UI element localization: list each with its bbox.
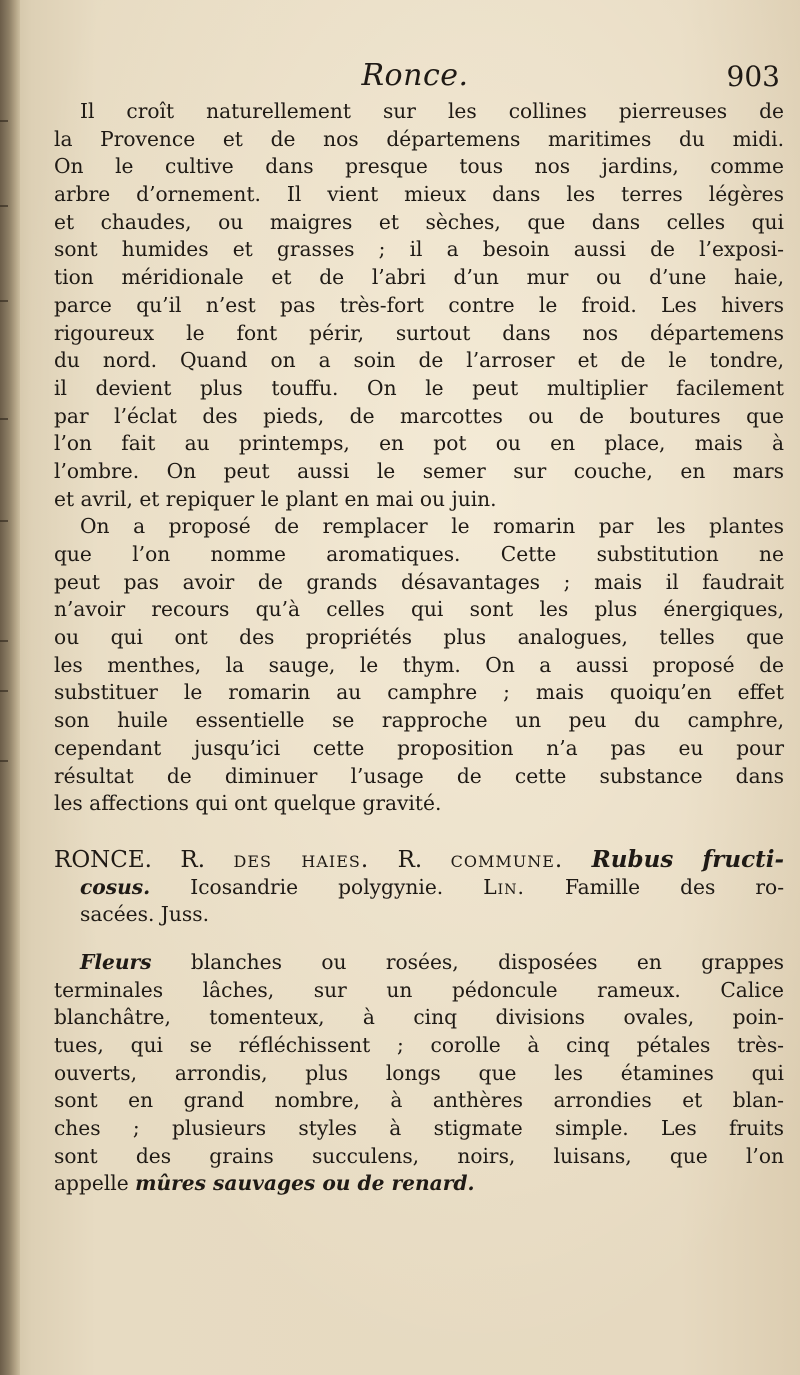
text-line: rigoureux le font périr, surtout dans nos départemens [54, 320, 784, 345]
text-line: ches ; plusieurs styles à stigmate simple. Les fruits [54, 1116, 784, 1141]
text-line: sont humides et grasses ; il a besoin aussi de l’exposi- [54, 237, 784, 262]
text-line: tues, qui se réfléchissent ; corolle à cinq pétales très- [54, 1033, 784, 1057]
text-line: arbre d’ornement. Il vient mieux dans les terres légères [54, 182, 784, 207]
spine-mark [0, 760, 8, 762]
entry-title-line [54, 846, 784, 874]
text-line: n’avoir recours qu’à celles qui sont les plus énergiques, [54, 597, 784, 622]
text-line [54, 1170, 784, 1198]
spine-mark [0, 418, 8, 420]
entry-author: Lin. [483, 874, 525, 899]
text-line: résultat de diminuer l’usage de cette substance dans [54, 763, 784, 788]
text-line: parce qu’il n’est pas très-fort contre le froid. Les hivers [54, 292, 784, 317]
book-spine [0, 0, 20, 1375]
text-line: et chaudes, ou maigres et sèches, que dans celles qui [54, 209, 784, 234]
entry-name: RONCE. [54, 846, 152, 873]
paragraph-rosemary-culture [54, 98, 784, 513]
text-line: sont des grains succulens, noirs, luisans, que l’on [54, 1143, 784, 1168]
text-line: blanchâtre, tomenteux, à cinq divisions ovales, poin- [54, 1005, 784, 1030]
spine-mark [0, 120, 8, 122]
description-text: appelle [54, 1171, 129, 1196]
spine-mark [0, 640, 8, 642]
text-line: Il croît naturellement sur les collines pierreuses de [80, 99, 784, 123]
text-line: les menthes, la sauge, le thym. On a aussi proposé de [54, 652, 784, 677]
spine-mark [0, 300, 8, 302]
entry-heading [54, 846, 784, 929]
spine-mark [0, 690, 8, 692]
entry-classification: Icosandrie polygynie. [190, 874, 444, 899]
text-line: sacées. Juss. [80, 902, 210, 927]
text-line: ou qui ont des propriétés plus analogues, telles que [54, 625, 784, 650]
entry-abbrev: R. [397, 846, 423, 873]
entry-common-name: commune. [450, 846, 564, 873]
paragraph-description [54, 949, 784, 1198]
text-line: substituer le romarin au camphre ; mais quoiqu’en effet [54, 680, 784, 705]
paragraph-substitution [54, 513, 784, 818]
text-line [54, 949, 784, 977]
text-line: il devient plus touffu. On le peut multiplier facilement [54, 375, 784, 400]
spine-mark [0, 520, 8, 522]
text-line [54, 874, 784, 902]
text-line: peut pas avoir de grands désavantages ; mais il faudrait [54, 569, 784, 594]
entry-common-name: des haies. [233, 846, 370, 873]
entry-latin-name: cosus. [80, 874, 151, 899]
page-body [54, 98, 784, 1198]
text-line: cependant jusqu’ici cette proposition n’a pas eu pour [54, 735, 784, 760]
running-title: Ronce. [361, 58, 469, 93]
entry-latin-name: Rubus fructi- [591, 845, 785, 873]
text-line: sont en grand nombre, à anthères arrondies et blan- [54, 1088, 784, 1113]
section-gap [54, 818, 784, 846]
text-line: On le cultive dans presque tous nos jardins, comme [54, 154, 784, 179]
text-line: et avril, et repiquer le plant en mai ou juin. [54, 486, 497, 511]
entry-abbrev: R. [180, 846, 206, 873]
description-text: blanches ou rosées, disposées en grappes [190, 949, 784, 974]
text-line: tion méridionale et de l’abri d’un mur ou d’une haie, [54, 265, 784, 290]
spine-mark [0, 205, 8, 207]
text-line: son huile essentielle se rapproche un peu du camphre, [54, 708, 784, 733]
entry-family: Famille des ro- [564, 874, 785, 899]
text-line: l’ombre. On peut aussi le semer sur couche, en mars [54, 458, 784, 483]
text-line: que l’on nomme aromatiques. Cette substitution ne [54, 542, 784, 566]
text-line: par l’éclat des pieds, de marcottes ou de boutures que [54, 403, 784, 428]
text-line: ouverts, arrondis, plus longs que les étamines qui [54, 1060, 784, 1085]
text-line: terminales lâches, sur un pédoncule rameux. Calice [54, 977, 784, 1002]
text-line: du nord. Quand on a soin de l’arroser et de le tondre, [54, 348, 784, 373]
section-gap [54, 929, 784, 949]
page-number: 903 [726, 60, 780, 93]
description-common-names: mûres sauvages ou de renard. [135, 1171, 475, 1196]
text-line: l’on fait au printemps, en pot ou en place, mais à [54, 431, 784, 456]
text-line: On a proposé de remplacer le romarin par les plantes [80, 514, 784, 539]
description-lead-word: Fleurs [80, 949, 152, 974]
page-header [50, 58, 780, 98]
text-line: la Provence et de nos départemens maritimes du midi. [54, 126, 784, 151]
text-line: les affections qui ont quelque gravité. [54, 791, 442, 816]
